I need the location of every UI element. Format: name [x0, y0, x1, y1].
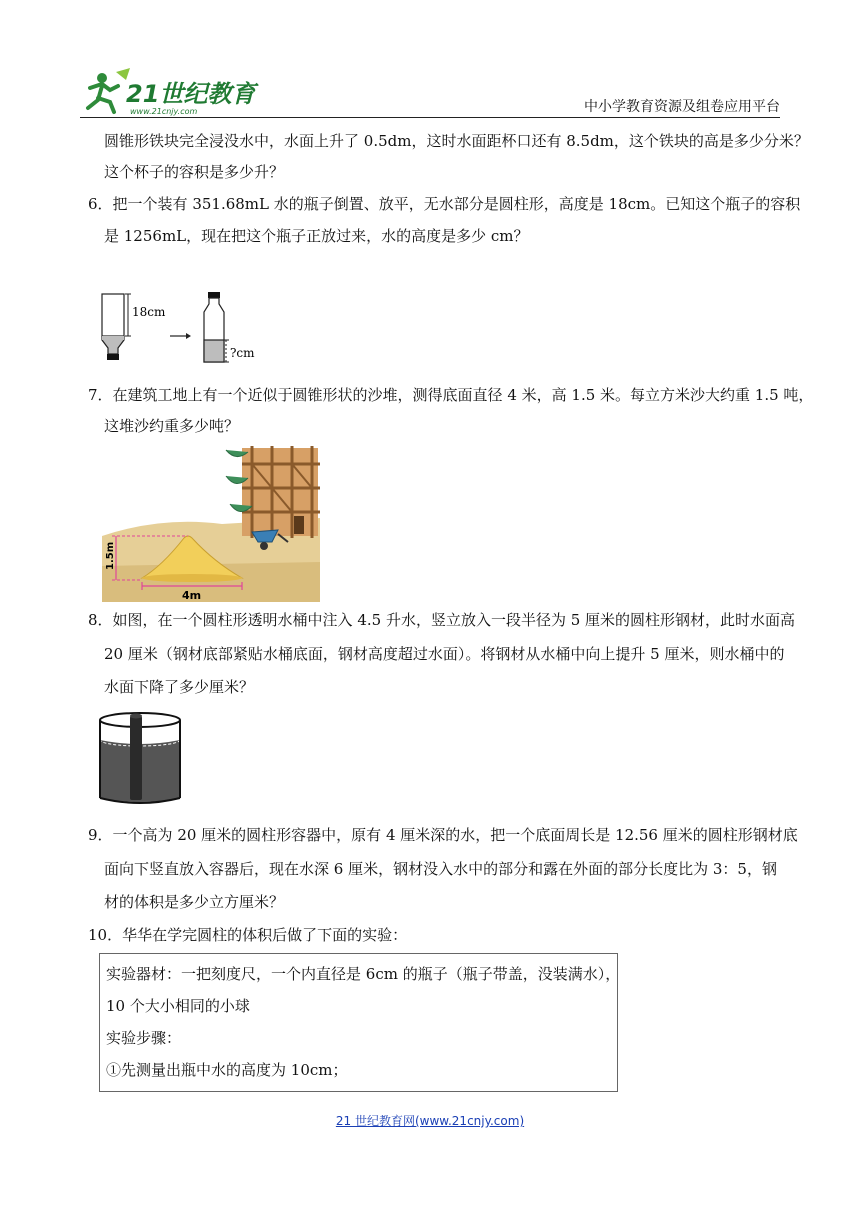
question-10	[88, 925, 407, 945]
logo-21cnjy	[80, 66, 260, 118]
box-line-balls: 10 个大小相同的小球	[106, 997, 250, 1015]
q5-text-line2: 这个杯子的容积是多少升？	[104, 163, 285, 181]
q8-bucket-figure	[98, 710, 182, 806]
page-header	[80, 60, 780, 120]
q10-text-line1: 华华在学完圆柱的体积后做了下面的实验：	[122, 926, 408, 944]
q9-text-line1: 一个高为 20 厘米的圆柱形容器中，原有 4 厘米深的水，把一个底面周长是 12.56 厘米的圆柱形钢材底	[112, 826, 798, 844]
q9-number: 9．	[88, 826, 113, 844]
q5-text-line1: 圆锥形铁块完全浸没水中，水面上升了 0.5dm，这时水面距杯口还有 8.5dm，这个铁块的高是多少分米？	[104, 132, 809, 150]
q7-label-height: 1.5m	[105, 541, 116, 570]
q8-text-line2: 20 厘米（钢材底部紧贴水桶底面，钢材高度超过水面）。将钢材从水桶中向上提升 5 厘米，则水桶中的	[104, 645, 785, 663]
question-8	[88, 610, 795, 630]
box-line-steps: 实验步骤：	[106, 1029, 182, 1047]
experiment-box	[99, 953, 621, 1092]
q8-text-line1: 如图，在一个圆柱形透明水桶中注入 4.5 升水，竖立放入一段半径为 5 厘米的圆柱形钢材，此时水面高	[112, 611, 796, 629]
footer-link[interactable]: 21 世纪教育网(www.21cnjy.com)	[335, 1114, 525, 1128]
box-line-step1: ①先测量出瓶中水的高度为 10cm；	[106, 1061, 348, 1079]
q10-number: 10．	[88, 926, 123, 944]
box-line-materials: 实验器材：一把刻度尺，一个内直径是 6cm 的瓶子（瓶子带盖，没装满水），	[106, 965, 621, 983]
q8-number: 8．	[88, 611, 113, 629]
q6-bottle-figure	[98, 290, 278, 365]
q9-text-line3: 材的体积是多少立方厘米？	[104, 893, 285, 911]
q7-text-line2: 这堆沙约重多少吨？	[104, 417, 240, 435]
q6-text-line1: 把一个装有 351.68mL 水的瓶子倒置、放平，无水部分是圆柱形，高度是 18cm。已知这个瓶子的容积	[112, 195, 801, 213]
svg-text:www.21cnjy.com: www.21cnjy.com	[130, 107, 198, 116]
q7-number: 7．	[88, 386, 113, 404]
svg-text:21世纪教育: 21世纪教育	[126, 80, 256, 108]
q6-label-18cm: 18cm	[132, 305, 166, 319]
q6-number: 6．	[88, 195, 113, 213]
question-7	[88, 385, 813, 405]
q6-label-qcm: ?cm	[230, 346, 255, 360]
question-6	[88, 194, 800, 214]
q7-label-diameter: 4m	[182, 589, 202, 602]
q7-sand-pile-figure	[102, 446, 320, 602]
q8-text-line3: 水面下降了多少厘米？	[104, 678, 255, 696]
page-footer	[0, 1112, 860, 1129]
header-divider	[80, 117, 780, 118]
question-9	[88, 825, 798, 845]
q9-text-line2: 面向下竖直放入容器后，现在水深 6 厘米，钢材没入水中的部分和露在外面的部分长度比为 3：5，钢	[104, 860, 777, 878]
q6-text-line2: 是 1256mL，现在把这个瓶子正放过来，水的高度是多少 cm？	[104, 227, 529, 245]
platform-name: 中小学教育资源及组卷应用平台	[584, 99, 780, 115]
q7-text-line1: 在建筑工地上有一个近似于圆锥形状的沙堆，测得底面直径 4 米，高 1.5 米。每立方米沙大约重 1.5 吨，	[112, 386, 814, 404]
